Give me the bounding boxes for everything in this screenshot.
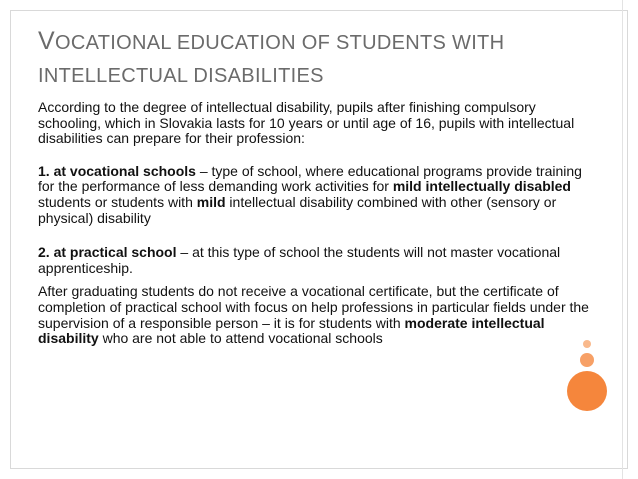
slide-body <box>38 100 594 347</box>
after-bold: moderate intellectual disability <box>38 314 545 347</box>
practical-paragraph <box>38 245 594 276</box>
title-rest: OCATIONAL EDUCATION OF STUDENTS WITH INTELLECTUAL DISABILITIES <box>38 32 505 87</box>
vocational-bold-2: mild <box>196 193 226 210</box>
after-text-2: who are not able to attend vocational schools <box>98 330 383 347</box>
vocational-bold-1: mild intellectually disabled <box>392 178 571 195</box>
decor-dot-small <box>583 340 591 348</box>
decor-dot-large <box>567 371 607 411</box>
slide-title <box>38 25 598 93</box>
after-graduation-paragraph <box>38 284 594 346</box>
practical-text: – at this type of school the students will not master vocational apprenticeship. <box>38 244 561 276</box>
title-first-letter: V <box>38 27 55 55</box>
slide-edge-line <box>622 0 623 479</box>
vocational-paragraph <box>38 164 594 226</box>
vocational-text-3: intellectual disability combined with other (sensory or physical) disability <box>38 193 557 226</box>
vocational-lead: 1. at vocational schools <box>38 162 196 179</box>
intro-paragraph: According to the degree of intellectual disability, pupils after finishing compulsory schooling, which in Slovakia lasts for 10 years or until age of 16, pupils with intellectual disabilities can prepare for their profession: <box>38 99 575 147</box>
vocational-text-2: students or students with <box>38 193 197 210</box>
after-text-1: After graduating students do not receive a vocational certificate, but the certificate of completion of practical school with focus on help professions in particular fields under the supervision of a responsible person – it is for students with <box>38 283 589 331</box>
decor-dot-medium <box>580 353 594 367</box>
vocational-text-1: – type of school, where educational programs provide training for the performance of less demanding work activities for <box>38 162 582 195</box>
practical-lead: 2. at practical school <box>38 244 177 261</box>
